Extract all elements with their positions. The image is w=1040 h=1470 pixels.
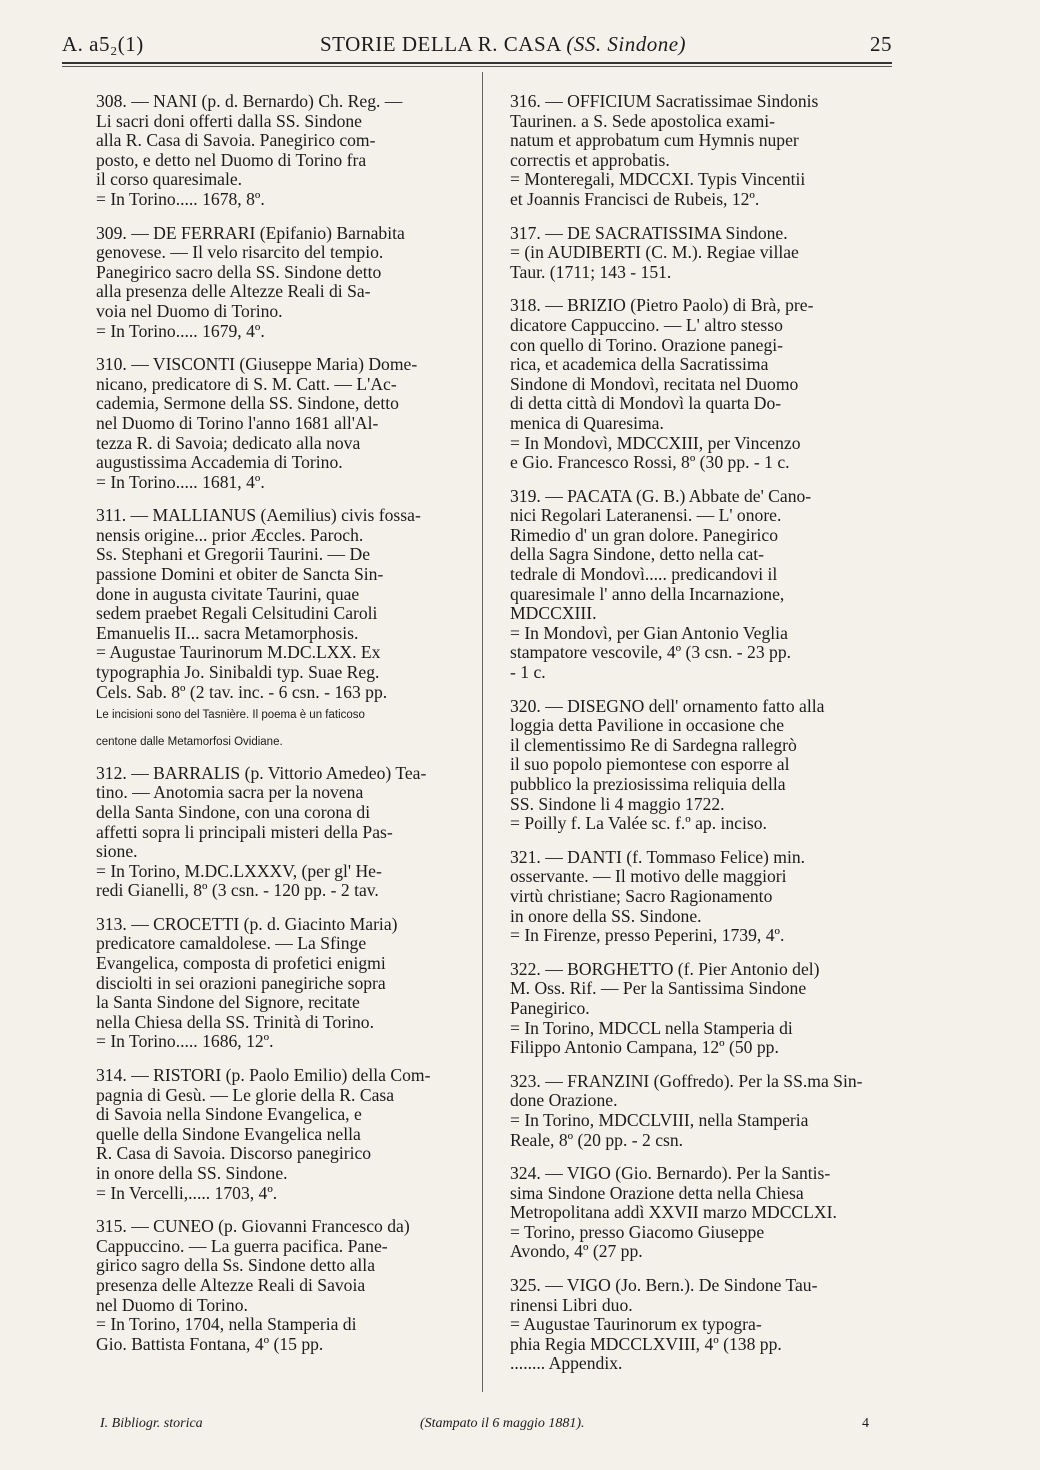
entry-line: disciolti in sei orazioni panegiriche sopra bbox=[96, 972, 386, 993]
entry-line: il suo popolo piemontese con esporre al bbox=[510, 754, 790, 775]
bibliography-entry bbox=[510, 296, 915, 472]
entry-line: - 1 c. bbox=[510, 662, 546, 683]
entry-line: alla R. Casa di Savoia. Panegirico com- bbox=[96, 130, 376, 151]
running-title bbox=[320, 32, 686, 57]
entry-line: 308. — NANI (p. d. Bernardo) Ch. Reg. — bbox=[96, 91, 403, 111]
entry-line: cademia, Sermone della SS. Sindone, detto bbox=[96, 393, 399, 414]
entry-line: in onore della SS. Sindone. bbox=[96, 1163, 288, 1183]
entry-line: alla presenza delle Altezze Reali di Sa- bbox=[96, 281, 371, 302]
entry-line: Panegirico sacro della SS. Sindone detto bbox=[96, 261, 382, 282]
bibliography-entry bbox=[510, 697, 915, 834]
entry-line: con quello di Torino. Orazione panegi- bbox=[510, 334, 784, 355]
bibliography-entry bbox=[510, 487, 915, 683]
entry-line: 311. — MALLIANUS (Aemilius) civis fossa- bbox=[96, 505, 421, 526]
entry-line: Evangelica, composta di profetici enigmi bbox=[96, 953, 386, 974]
entry-line: = In Torino..... 1679, 4º. bbox=[96, 320, 265, 341]
entry-line: Ss. Stephani et Gregorii Taurini. — De bbox=[96, 544, 371, 565]
entry-line: Gio. Battista Fontana, 4º (15 pp. bbox=[96, 1333, 324, 1354]
entry-line: stampatore vescovile, 4º (3 csn. - 23 pp. bbox=[510, 642, 792, 663]
entry-line: Taur. (1711; 143 - 151. bbox=[510, 261, 672, 282]
entry-line: = Poilly f. La Valée sc. f.º ap. inciso. bbox=[510, 813, 767, 834]
entry-line: pubblico la preziosissima reliquia della bbox=[510, 774, 786, 794]
entry-line: = Torino, presso Giacomo Giuseppe bbox=[510, 1221, 765, 1242]
entry-line: 320. — DISEGNO dell' ornamento fatto alla bbox=[510, 695, 825, 716]
entry-line: 321. — DANTI (f. Tommaso Felice) min. bbox=[510, 846, 806, 867]
left-column bbox=[96, 92, 501, 1368]
footer-signature: 4 bbox=[862, 1416, 869, 1431]
entry-line: sima Sindone Orazione detta nella Chiesa bbox=[510, 1182, 804, 1203]
entry-line: rinensi Libri duo. bbox=[510, 1294, 633, 1315]
bibliography-note bbox=[96, 708, 501, 750]
entry-line: = Augustae Taurinorum M.DC.LXX. Ex bbox=[96, 642, 381, 663]
title-text: STORIE DELLA R. CASA bbox=[320, 32, 561, 56]
entry-line: in onore della SS. Sindone. bbox=[510, 905, 702, 926]
bibliography-entry bbox=[96, 915, 501, 1052]
bibliography-entry bbox=[96, 1066, 501, 1203]
entry-line: 312. — BARRALIS (p. Vittorio Amedeo) Tea- bbox=[96, 762, 427, 783]
entry-line: 318. — BRIZIO (Pietro Paolo) di Brà, pre- bbox=[510, 295, 814, 316]
entry-line: la Santa Sindone del Signore, recitate bbox=[96, 992, 360, 1013]
entry-line: nel Duomo di Torino. bbox=[96, 1294, 248, 1315]
entry-line: tino. — Anotomia sacra per la novena bbox=[96, 782, 364, 803]
header-rule bbox=[62, 62, 892, 64]
entry-line: quelle della Sindone Evangelica nella bbox=[96, 1123, 361, 1144]
entry-line: di Savoia nella Sindone Evangelica, e bbox=[96, 1104, 362, 1125]
entry-line: augustissima Accademia di Torino. bbox=[96, 452, 343, 473]
entry-line: done Orazione. bbox=[510, 1090, 618, 1111]
entry-line: 322. — BORGHETTO (f. Pier Antonio del) bbox=[510, 958, 820, 979]
entry-line: centone dalle Metamorfosi Ovidiane. bbox=[96, 735, 283, 748]
entry-line: Cappuccino. — La guerra pacifica. Pane- bbox=[96, 1235, 388, 1256]
bibliography-entry bbox=[510, 848, 915, 946]
entry-line: Le incisioni sono del Tasnière. Il poema è un faticoso bbox=[96, 709, 365, 722]
entry-line: = In Torino..... 1678, 8º. bbox=[96, 188, 265, 209]
entry-line: 315. — CUNEO (p. Giovanni Francesco da) bbox=[96, 1216, 410, 1237]
entry-line: sione. bbox=[96, 841, 138, 862]
entry-line: menica di Quaresima. bbox=[510, 412, 664, 433]
entry-line: 324. — VIGO (Gio. Bernardo). Per la Santis- bbox=[510, 1163, 831, 1184]
column-divider bbox=[482, 72, 483, 1392]
entry-line: 316. — OFFICIUM Sacratissimae Sindonis bbox=[510, 91, 819, 111]
entry-line: 310. — VISCONTI (Giuseppe Maria) Dome- bbox=[96, 354, 418, 375]
bibliography-entry bbox=[510, 224, 915, 283]
bibliography-entry bbox=[510, 1164, 915, 1262]
bibliography-entry bbox=[96, 506, 501, 702]
entry-line: = (in AUDIBERTI (C. M.). Regiae villae bbox=[510, 242, 799, 263]
entry-line: 323. — FRANZINI (Goffredo). Per la SS.ma Sin- bbox=[510, 1070, 863, 1091]
entry-line: predicatore camaldolese. — La Sfinge bbox=[96, 933, 367, 954]
bibliography-entry bbox=[510, 1072, 915, 1150]
entry-line: di detta città di Mondovì la quarta Do- bbox=[510, 393, 782, 414]
title-italic: (SS. Sindone) bbox=[566, 32, 687, 56]
entry-line: R. Casa di Savoia. Discorso panegirico bbox=[96, 1143, 372, 1164]
entry-line: 314. — RISTORI (p. Paolo Emilio) della Com- bbox=[96, 1065, 431, 1086]
entry-line: M. Oss. Rif. — Per la Santissima Sindone bbox=[510, 978, 807, 999]
bibliography-entry bbox=[96, 92, 501, 210]
entry-line: typographia Jo. Sinibaldi typ. Suae Reg. bbox=[96, 662, 380, 683]
entry-line: Metropolitana addì XXVII marzo MDCCLXI. bbox=[510, 1202, 837, 1223]
entry-line: tezza R. di Savoia; dedicato alla nova bbox=[96, 432, 361, 453]
entry-line: tedrale di Mondovì..... predicandovi il bbox=[510, 564, 778, 585]
entry-line: Cels. Sab. 8º (2 tav. inc. - 6 csn. - 163 pp. bbox=[96, 681, 388, 702]
entry-line: natum et approbatum cum Hymnis nuper bbox=[510, 130, 799, 151]
entry-line: Emanuelis II... sacra Metamorphosis. bbox=[96, 622, 359, 643]
bibliography-entry bbox=[96, 355, 501, 492]
entry-line: virtù christiane; Sacro Ragionamento bbox=[510, 885, 773, 906]
entry-line: pagnia di Gesù. — Le glorie della R. Casa bbox=[96, 1084, 395, 1105]
footer-center: (Stampato il 6 maggio 1881). bbox=[420, 1416, 585, 1431]
entry-line: = In Torino, 1704, nella Stamperia di bbox=[96, 1314, 357, 1335]
entry-line: dicatore Cappuccino. — L' altro stesso bbox=[510, 314, 783, 335]
bibliography-entry bbox=[510, 1276, 915, 1374]
entry-line: = In Torino..... 1681, 4º. bbox=[96, 471, 265, 492]
bibliography-entry bbox=[96, 764, 501, 901]
bibliography-entry bbox=[96, 224, 501, 342]
entry-line: = In Torino, MDCCL nella Stamperia di bbox=[510, 1017, 793, 1038]
entry-line: 313. — CROCETTI (p. d. Giacinto Maria) bbox=[96, 913, 398, 934]
entry-line: = In Mondovì, per Gian Antonio Veglia bbox=[510, 622, 788, 643]
entry-line: e Gio. Francesco Rossi, 8º (30 pp. - 1 c. bbox=[510, 452, 790, 473]
running-header bbox=[62, 30, 892, 64]
entry-line: = In Vercelli,..... 1703, 4º. bbox=[96, 1182, 278, 1203]
bibliography-entry bbox=[510, 92, 915, 210]
entry-line: phia Regia MDCCLXVIII, 4º (138 pp. bbox=[510, 1333, 782, 1354]
entry-line: Rimedio d' un gran dolore. Panegirico bbox=[510, 524, 778, 545]
entry-line: il corso quaresimale. bbox=[96, 169, 243, 190]
entry-line: = In Firenze, presso Peperini, 1739, 4º. bbox=[510, 925, 785, 946]
entry-line: genovese. — Il velo risarcito del tempio. bbox=[96, 242, 384, 263]
entry-line: 325. — VIGO (Jo. Bern.). De Sindone Tau- bbox=[510, 1275, 818, 1296]
entry-line: SS. Sindone li 4 maggio 1722. bbox=[510, 793, 725, 814]
footer-left: I. Bibliogr. storica bbox=[100, 1416, 203, 1431]
entry-line: nicano, predicatore di S. M. Catt. — L'Ac- bbox=[96, 373, 397, 394]
entry-line: 309. — DE FERRARI (Epifanio) Barnabita bbox=[96, 222, 405, 243]
page-number: 25 bbox=[870, 32, 892, 56]
entry-line: Sindone di Mondovì, recitata nel Duomo bbox=[510, 373, 799, 394]
entry-line: rica, et academica della Sacratissima bbox=[510, 354, 769, 375]
entry-line: 319. — PACATA (G. B.) Abbate de' Cano- bbox=[510, 485, 812, 506]
entry-line: affetti sopra li principali misteri della Pas- bbox=[96, 821, 393, 842]
entry-line: correctis et approbatis. bbox=[510, 149, 670, 170]
entry-line: nel Duomo di Torino l'anno 1681 all'Al- bbox=[96, 412, 379, 433]
entry-line: Li sacri doni offerti dalla SS. Sindone bbox=[96, 110, 362, 131]
entry-line: = In Torino, M.DC.LXXXV, (per gl' He- bbox=[96, 860, 382, 881]
entry-line: presenza delle Altezze Reali di Savoia bbox=[96, 1274, 366, 1295]
entry-line: della Santa Sindone, con una corona di bbox=[96, 801, 371, 822]
entry-line: osservante. — Il motivo delle maggiori bbox=[510, 866, 787, 887]
entry-line: = In Mondovì, MDCCXIII, per Vincenzo bbox=[510, 432, 801, 453]
entry-line: il clementissimo Re di Sardegna rallegrò bbox=[510, 734, 797, 755]
entry-line: girico sagro della Ss. Sindone detto alla bbox=[96, 1255, 376, 1276]
entry-line: quaresimale l' anno della Incarnazione, bbox=[510, 583, 785, 604]
bibliography-entry bbox=[510, 960, 915, 1058]
entry-line: MDCCXIII. bbox=[510, 603, 597, 624]
signature-mark: A. a5₂(1) bbox=[62, 32, 144, 56]
entry-line: redi Gianelli, 8º (3 csn. - 120 pp. - 2 tav. bbox=[96, 880, 379, 901]
entry-line: = In Torino..... 1686, 12º. bbox=[96, 1031, 274, 1052]
entry-line: = Monteregali, MDCCXI. Typis Vincentii bbox=[510, 169, 806, 190]
bibliography-entry bbox=[96, 1217, 501, 1354]
entry-line: sedem praebet Regali Celsitudini Caroli bbox=[96, 603, 378, 624]
entry-line: loggia detta Pavilione in occasione che bbox=[510, 715, 785, 736]
right-column bbox=[510, 92, 915, 1388]
entry-line: Avondo, 4º (27 pp. bbox=[510, 1241, 643, 1262]
entry-line: = Augustae Taurinorum ex typogra- bbox=[510, 1314, 762, 1335]
entry-line: 317. — DE SACRATISSIMA Sindone. bbox=[510, 222, 788, 243]
entry-line: posto, e detto nel Duomo di Torino fra bbox=[96, 149, 367, 170]
entry-line: = In Torino, MDCCLVIII, nella Stamperia bbox=[510, 1109, 809, 1130]
entry-line: Filippo Antonio Campana, 12º (50 pp. bbox=[510, 1037, 779, 1058]
entry-line: nensis origine... prior Æccles. Paroch. bbox=[96, 524, 364, 545]
entry-line: voia nel Duomo di Torino. bbox=[96, 300, 283, 321]
header-rule-thin bbox=[62, 66, 892, 67]
entry-line: passione Domini et obiter de Sancta Sin- bbox=[96, 564, 384, 585]
entry-line: della Sagra Sindone, detto nella cat- bbox=[510, 544, 765, 565]
entry-line: done in augusta civitate Taurini, quae bbox=[96, 583, 360, 604]
entry-line: et Joannis Francisci de Rubeis, 12º. bbox=[510, 188, 760, 209]
entry-line: Panegirico. bbox=[510, 997, 590, 1018]
entry-line: nella Chiesa della SS. Trinità di Torino. bbox=[96, 1011, 374, 1032]
entry-line: ........ Appendix. bbox=[510, 1353, 623, 1374]
entry-line: Reale, 8º (20 pp. - 2 csn. bbox=[510, 1129, 684, 1150]
entry-line: nici Regolari Lateranensi. — L' onore. bbox=[510, 505, 782, 526]
entry-line: Taurinen. a S. Sede apostolica exami- bbox=[510, 110, 776, 131]
